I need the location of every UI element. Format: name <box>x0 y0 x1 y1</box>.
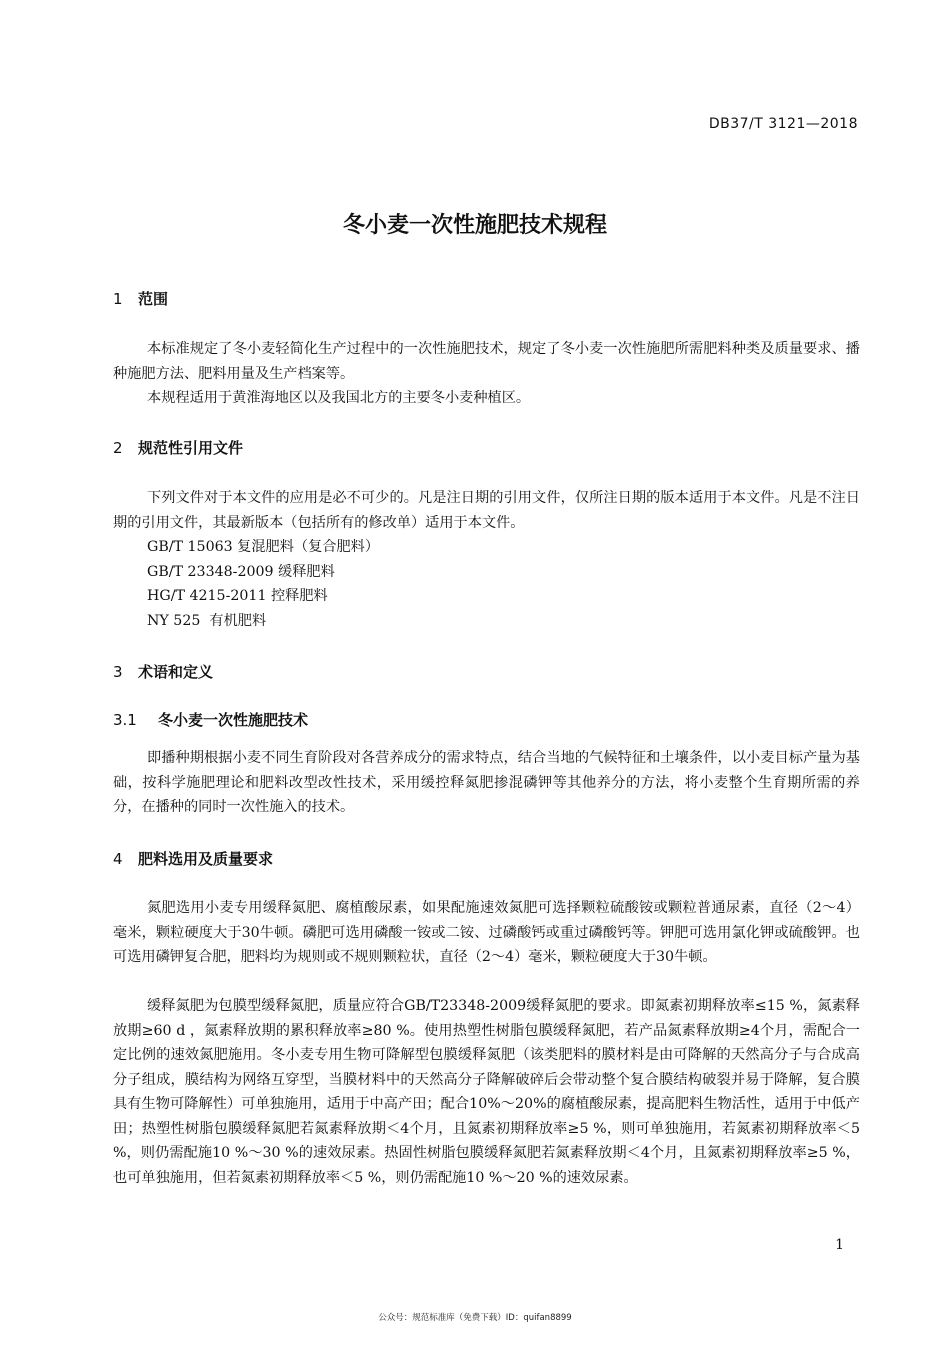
document-code: DB37/T 3121—2018 <box>708 116 858 132</box>
section-number: 2 <box>113 439 123 457</box>
section-title: 范围 <box>138 290 169 308</box>
section-1-para-1: 本标准规定了冬小麦轻简化生产过程中的一次性施肥技术，规定了冬小麦一次性施肥所需肥料种类及质量要求、播种施肥方法、肥料用量及生产档案等。 <box>113 341 860 382</box>
section-1-heading <box>113 288 168 309</box>
subsection-title: 冬小麦一次性施肥技术 <box>158 711 309 729</box>
reference-item: NY 525 有机肥料 <box>147 613 267 629</box>
section-4-para-2: 缓释氮肥为包膜型缓释氮肥，质量应符合GB/T23348-2009缓释氮肥的要求。即氮素初期释放率≤15 %，氮素释放期≥60 d ，氮素释放期的累积释放率≥80 %。使用热塑性树脂包膜缓释氮肥，若产品氮素释放期≥4个月，需配合一定比例的速效氮肥施用。冬小麦专用生物可降解型包膜缓释氮肥（该类肥料的膜材料是由可降解的天然高分子与合成高分子组成，膜结构为网络互穿型，当膜材料中的天然高分子降解破碎后会带动整个复合膜结构破裂并易于降解，复合膜具有生物可降解性）可单独施用，适用于中高产田；配合10%～20%的腐植酸尿素，提高肥料生物活性，适用于中低产田；热塑性树脂包膜缓释氮肥若氮素释放期＜4个月，且氮素初期释放率≥5 %，则可单独施用，若氮素初期释放率＜5 %，则仍需配施10 %～30 %的速效尿素。热固性树脂包膜缓释氮肥若氮素释放期＜4个月，且氮素初期释放率≥5 %，也可单独施用，但若氮素初期释放率＜5 %，则仍需配施10 %～20 %的速效尿素。 <box>113 998 860 1186</box>
section-title: 术语和定义 <box>138 663 214 681</box>
section-number: 1 <box>113 290 123 308</box>
subsection-number: 3.1 <box>113 711 137 729</box>
section-2-para-1: 下列文件对于本文件的应用是必不可少的。凡是注日期的引用文件，仅所注日期的版本适用于本文件。凡是不注日期的引用文件，其最新版本（包括所有的修改单）适用于本文件。 <box>113 490 860 531</box>
page-number: 1 <box>835 1237 844 1253</box>
section-title: 肥料选用及质量要求 <box>138 850 274 868</box>
subsection-3-1-heading <box>113 709 308 730</box>
section-2-heading <box>113 437 243 458</box>
document-title: 冬小麦一次性施肥技术规程 <box>342 213 607 238</box>
reference-item: HG/T 4215-2011 控释肥料 <box>147 588 328 604</box>
footer-watermark: 公众号：规范标准库（免费下载）ID：quifan8899 <box>378 1313 572 1323</box>
section-title: 规范性引用文件 <box>138 439 244 457</box>
subsection-3-1-para-1: 即播种期根据小麦不同生育阶段对各营养成分的需求特点，结合当地的气候特征和土壤条件，以小麦目标产量为基础，按科学施肥理论和肥料改型改性技术，采用缓控释氮肥掺混磷钾等其他养分的方法，将小麦整个生育期所需的养分，在播种的同时一次性施入的技术。 <box>113 750 860 815</box>
section-4-heading <box>113 848 273 869</box>
section-1-para-2: 本规程适用于黄淮海地区以及我国北方的主要冬小麦种植区。 <box>147 390 531 406</box>
reference-item: GB/T 15063 复混肥料（复合肥料） <box>147 539 380 555</box>
section-3-heading <box>113 661 213 682</box>
reference-item: GB/T 23348-2009 缓释肥料 <box>147 564 335 580</box>
section-number: 3 <box>113 663 123 681</box>
section-number: 4 <box>113 850 123 868</box>
section-4-para-1: 氮肥选用小麦专用缓释氮肥、腐植酸尿素，如果配施速效氮肥可选择颗粒硫酸铵或颗粒普通尿素，直径（2～4）毫米，颗粒硬度大于30牛顿。磷肥可选用磷酸一铵或二铵、过磷酸钙或重过磷酸钙等。钾肥可选用氯化钾或硫酸钾。也可选用磷钾复合肥，肥料均为规则或不规则颗粒状，直径（2～4）毫米，颗粒硬度大于30牛顿。 <box>113 900 860 965</box>
